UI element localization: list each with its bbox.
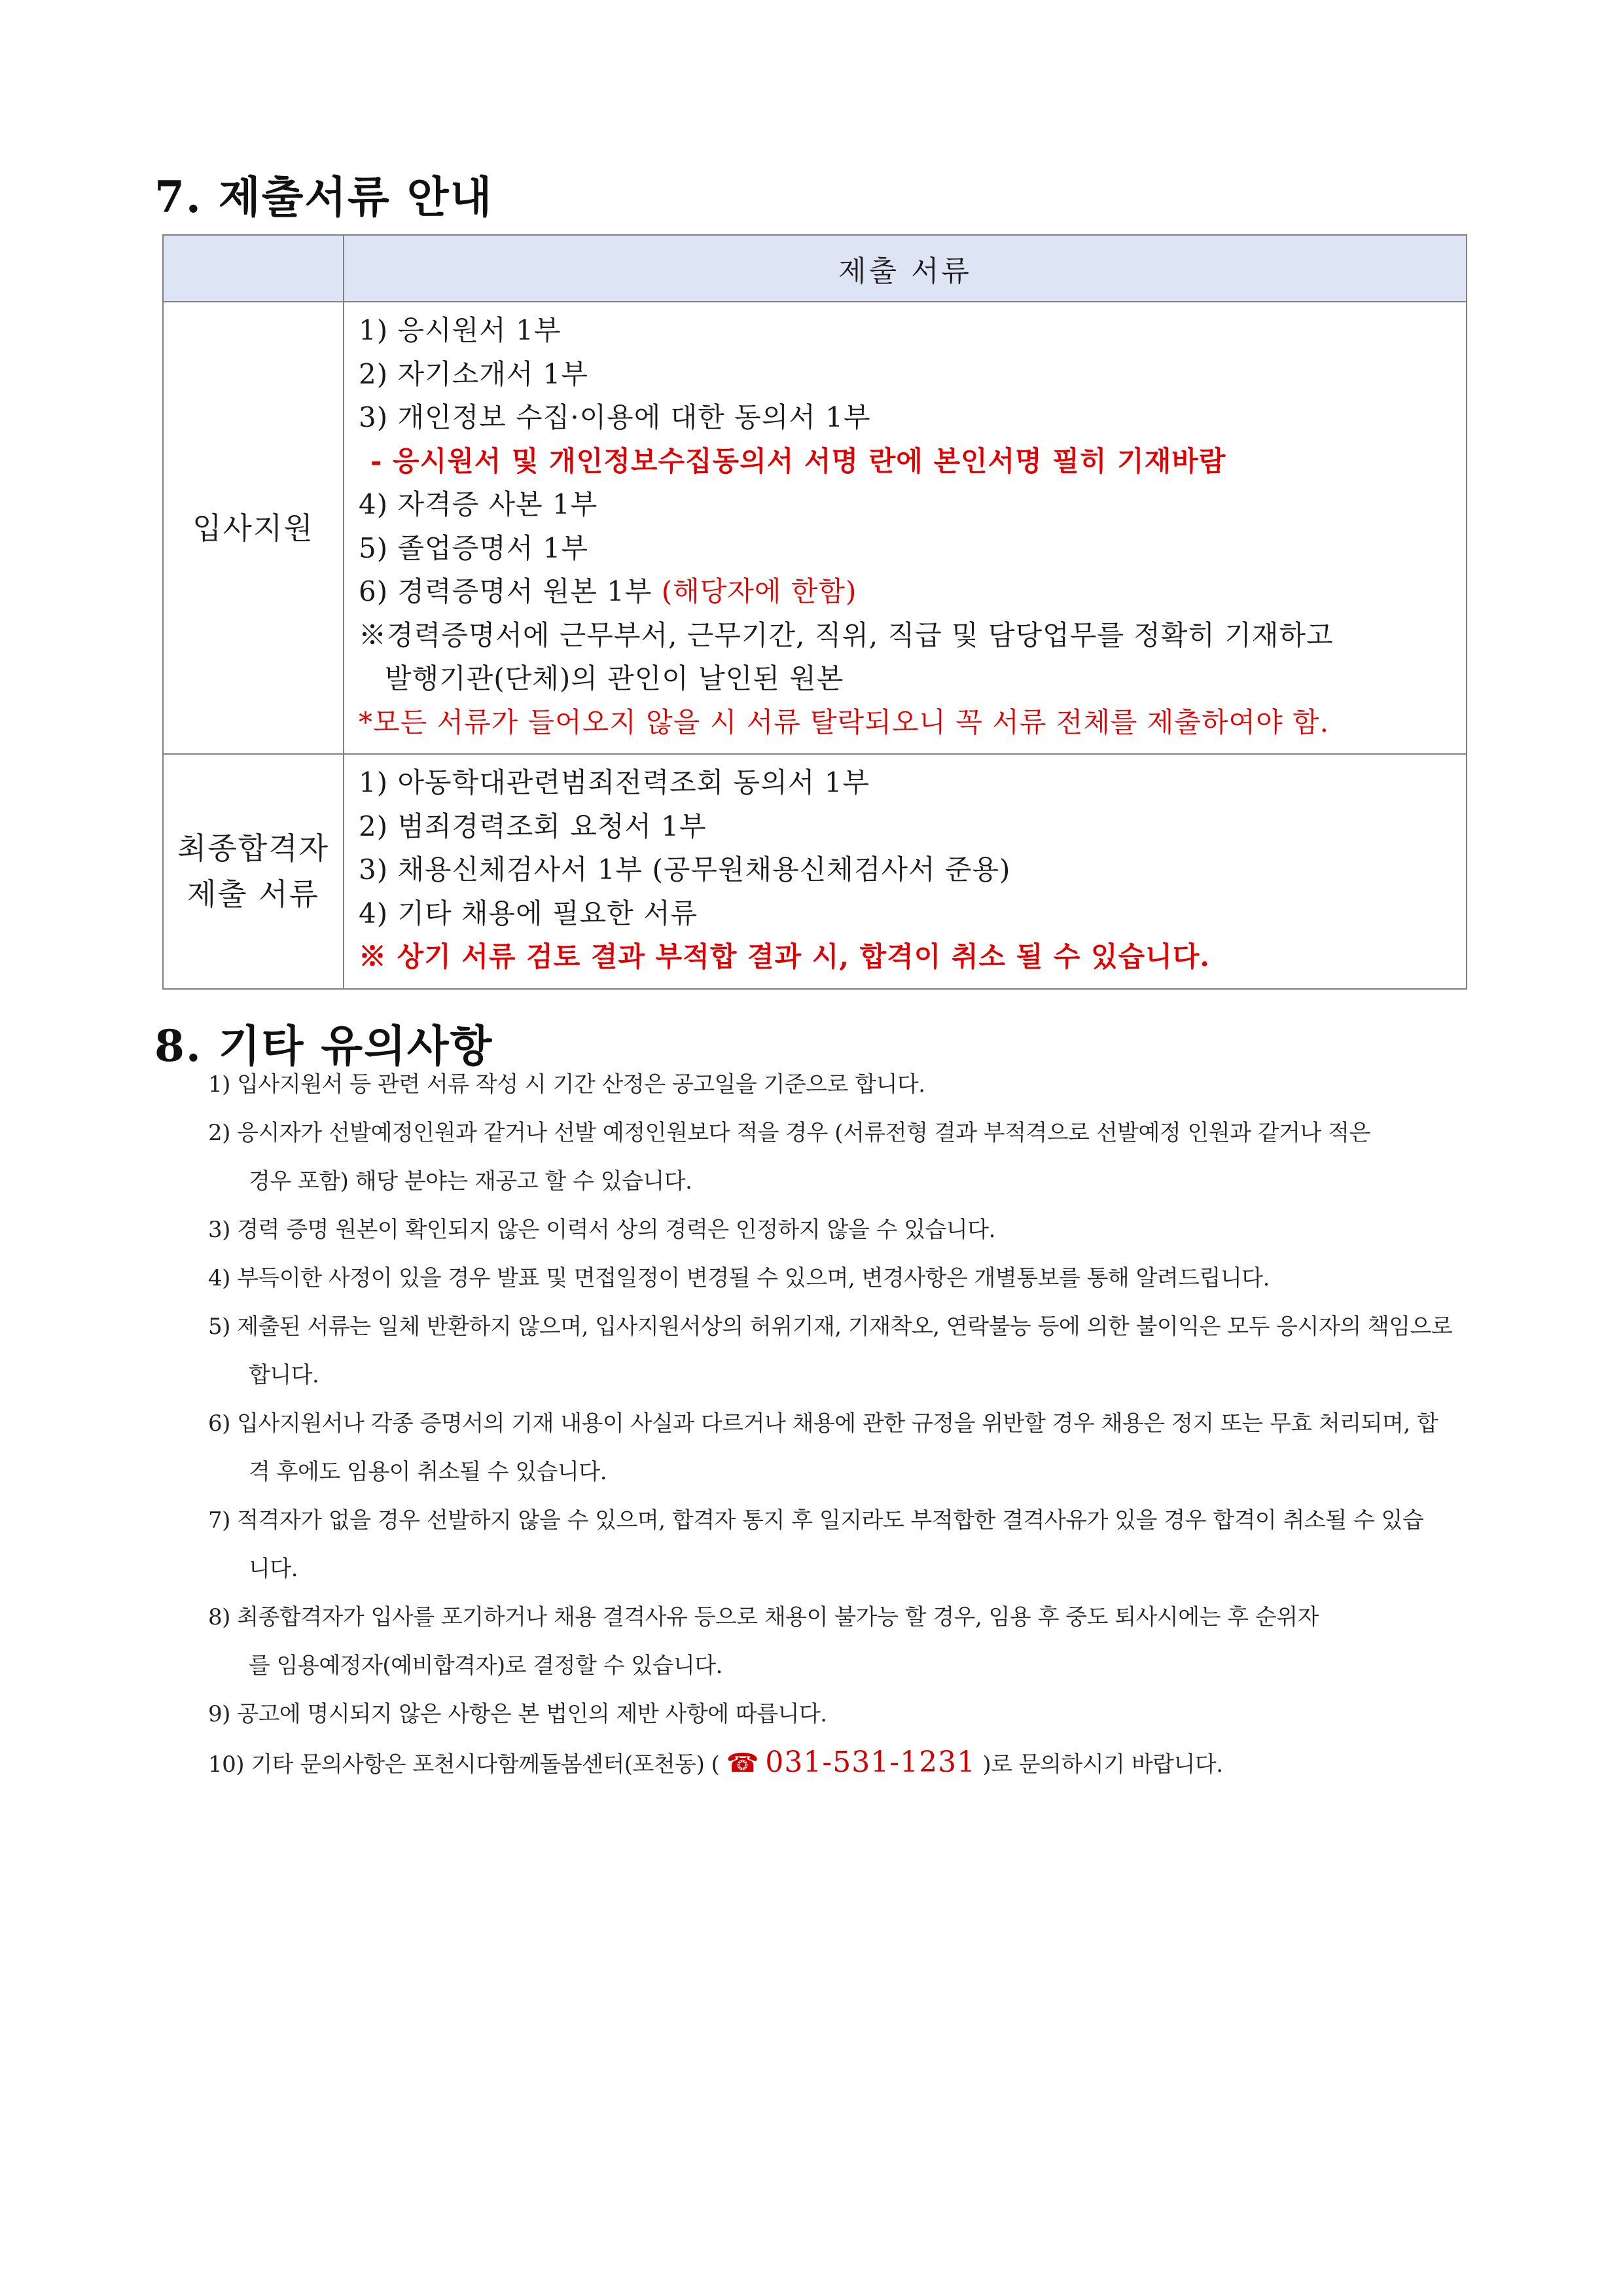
list-item: 4) 자격증 사본 1부 (359, 488, 598, 520)
category-label-final-2: 제출 서류 (187, 876, 320, 912)
note-item: 1) 입사지원서 등 관련 서류 작성 시 기간 산정은 공고일을 기준으로 합니다. (208, 1071, 925, 1098)
list-item: 1) 응시원서 1부 (359, 314, 562, 346)
section-8-title: 8. 기타 유의사항 (154, 1020, 493, 1071)
table-row-final (163, 754, 1467, 989)
list-item: 4) 기타 채용에 필요한 서류 (359, 897, 698, 929)
category-label-final-1: 최종합격자 (177, 831, 330, 867)
header-label: 제출 서류 (838, 255, 972, 288)
category-label-apply: 입사지원 (192, 510, 314, 546)
items-cell-final (344, 754, 1467, 989)
note-item: 3) 경력 증명 원본이 확인되지 않은 이력서 상의 경력은 인정하지 않을 수 있습니다. (208, 1217, 995, 1243)
note-item-continuation: 경우 포함) 해당 분야는 재공고 할 수 있습니다. (249, 1168, 692, 1194)
list-item: 3) 개인정보 수집·이용에 대한 동의서 1부 (359, 401, 871, 433)
contact-prefix: 10) 기타 문의사항은 포천시다함께돌봄센터(포천동) ( (208, 1751, 720, 1778)
category-cell-final (163, 754, 344, 989)
list-item-note: (해당자에 한함) (661, 575, 857, 607)
list-item: 발행기관(단체)의 관인이 날인된 원본 (385, 662, 844, 694)
list-item: 2) 범죄경력조회 요청서 1부 (359, 810, 707, 842)
note-item-continuation: 합니다. (249, 1362, 319, 1388)
note-item: 9) 공고에 명시되지 않은 사항은 본 법인의 제반 사항에 따릅니다. (208, 1701, 827, 1727)
header-cell (344, 235, 1467, 302)
contact-note (208, 1738, 1478, 1789)
note-item-continuation: 격 후에도 임용이 취소될 수 있습니다. (249, 1459, 607, 1485)
phone-number: 031-531-1231 (765, 1746, 976, 1779)
note-item: 2) 응시자가 선발예정인원과 같거나 선발 예정인원보다 적을 경우 (서류전형 결과 부적격으로 선발예정 인원과 같거나 적은 (208, 1120, 1370, 1146)
note-item-continuation: 니다. (249, 1556, 298, 1582)
signature-warning: - 응시원서 및 개인정보수집동의서 서명 란에 본인서명 필히 기재바람 (370, 444, 1226, 477)
list-item: 1) 아동학대관련범죄전력조회 동의서 1부 (359, 766, 870, 798)
list-item: 2) 자기소개서 1부 (359, 357, 588, 390)
documents-table (162, 234, 1467, 990)
submission-warning: *모든 서류가 들어오지 않을 시 서류 탈락되오니 꼭 서류 전체를 제출하여야 함. (359, 706, 1329, 738)
header-empty-cell (163, 235, 344, 302)
table-row-apply (163, 302, 1467, 754)
note-item: 5) 제출된 서류는 일체 반환하지 않으며, 입사지원서상의 허위기재, 기재착오, 연락불능 등에 의한 불이익은 모두 응시자의 책임으로 (208, 1314, 1453, 1340)
list-item: ※경력증명서에 근무부서, 근무기간, 직위, 직급 및 담당업무를 정확히 기재하고 (359, 619, 1334, 651)
note-item: 8) 최종합격자가 입사를 포기하거나 채용 결격사유 등으로 채용이 불가능 할 경우, 임용 후 중도 퇴사시에는 후 순위자 (208, 1604, 1319, 1630)
note-item: 6) 입사지원서나 각종 증명서의 기재 내용이 사실과 다르거나 채용에 관한 규정을 위반할 경우 채용은 정지 또는 무효 처리되며, 합 (208, 1410, 1438, 1437)
list-item: 3) 채용신체검사서 1부 (공무원채용신체검사서 준용) (359, 853, 1011, 886)
items-cell-apply (344, 302, 1467, 754)
notes-list (208, 1060, 1478, 1789)
note-item-continuation: 를 임용예정자(예비합격자)로 결정할 수 있습니다. (249, 1653, 722, 1679)
category-cell-apply (163, 302, 344, 754)
list-item-text: 6) 경력증명서 원본 1부 (359, 575, 652, 607)
note-item: 4) 부득이한 사정이 있을 경우 발표 및 면접일정이 변경될 수 있으며, 변경사항은 개별통보를 통해 알려드립니다. (208, 1265, 1270, 1291)
table-header-row (163, 235, 1467, 302)
list-item (359, 570, 1466, 614)
note-item: 7) 적격자가 없을 경우 선발하지 않을 수 있으며, 합격자 통지 후 일지라도 부적합한 결격사유가 있을 경우 합격이 취소될 수 있습 (208, 1507, 1424, 1534)
cancellation-warning: ※ 상기 서류 검토 결과 부적합 결과 시, 합격이 취소 될 수 있습니다. (359, 941, 1211, 973)
section-7-title: 7. 제출서류 안내 (154, 171, 493, 223)
contact-suffix: )로 문의하시기 바랍니다. (982, 1751, 1223, 1778)
list-item: 5) 졸업증명서 1부 (359, 531, 588, 564)
phone-icon: ☎ (726, 1748, 759, 1778)
